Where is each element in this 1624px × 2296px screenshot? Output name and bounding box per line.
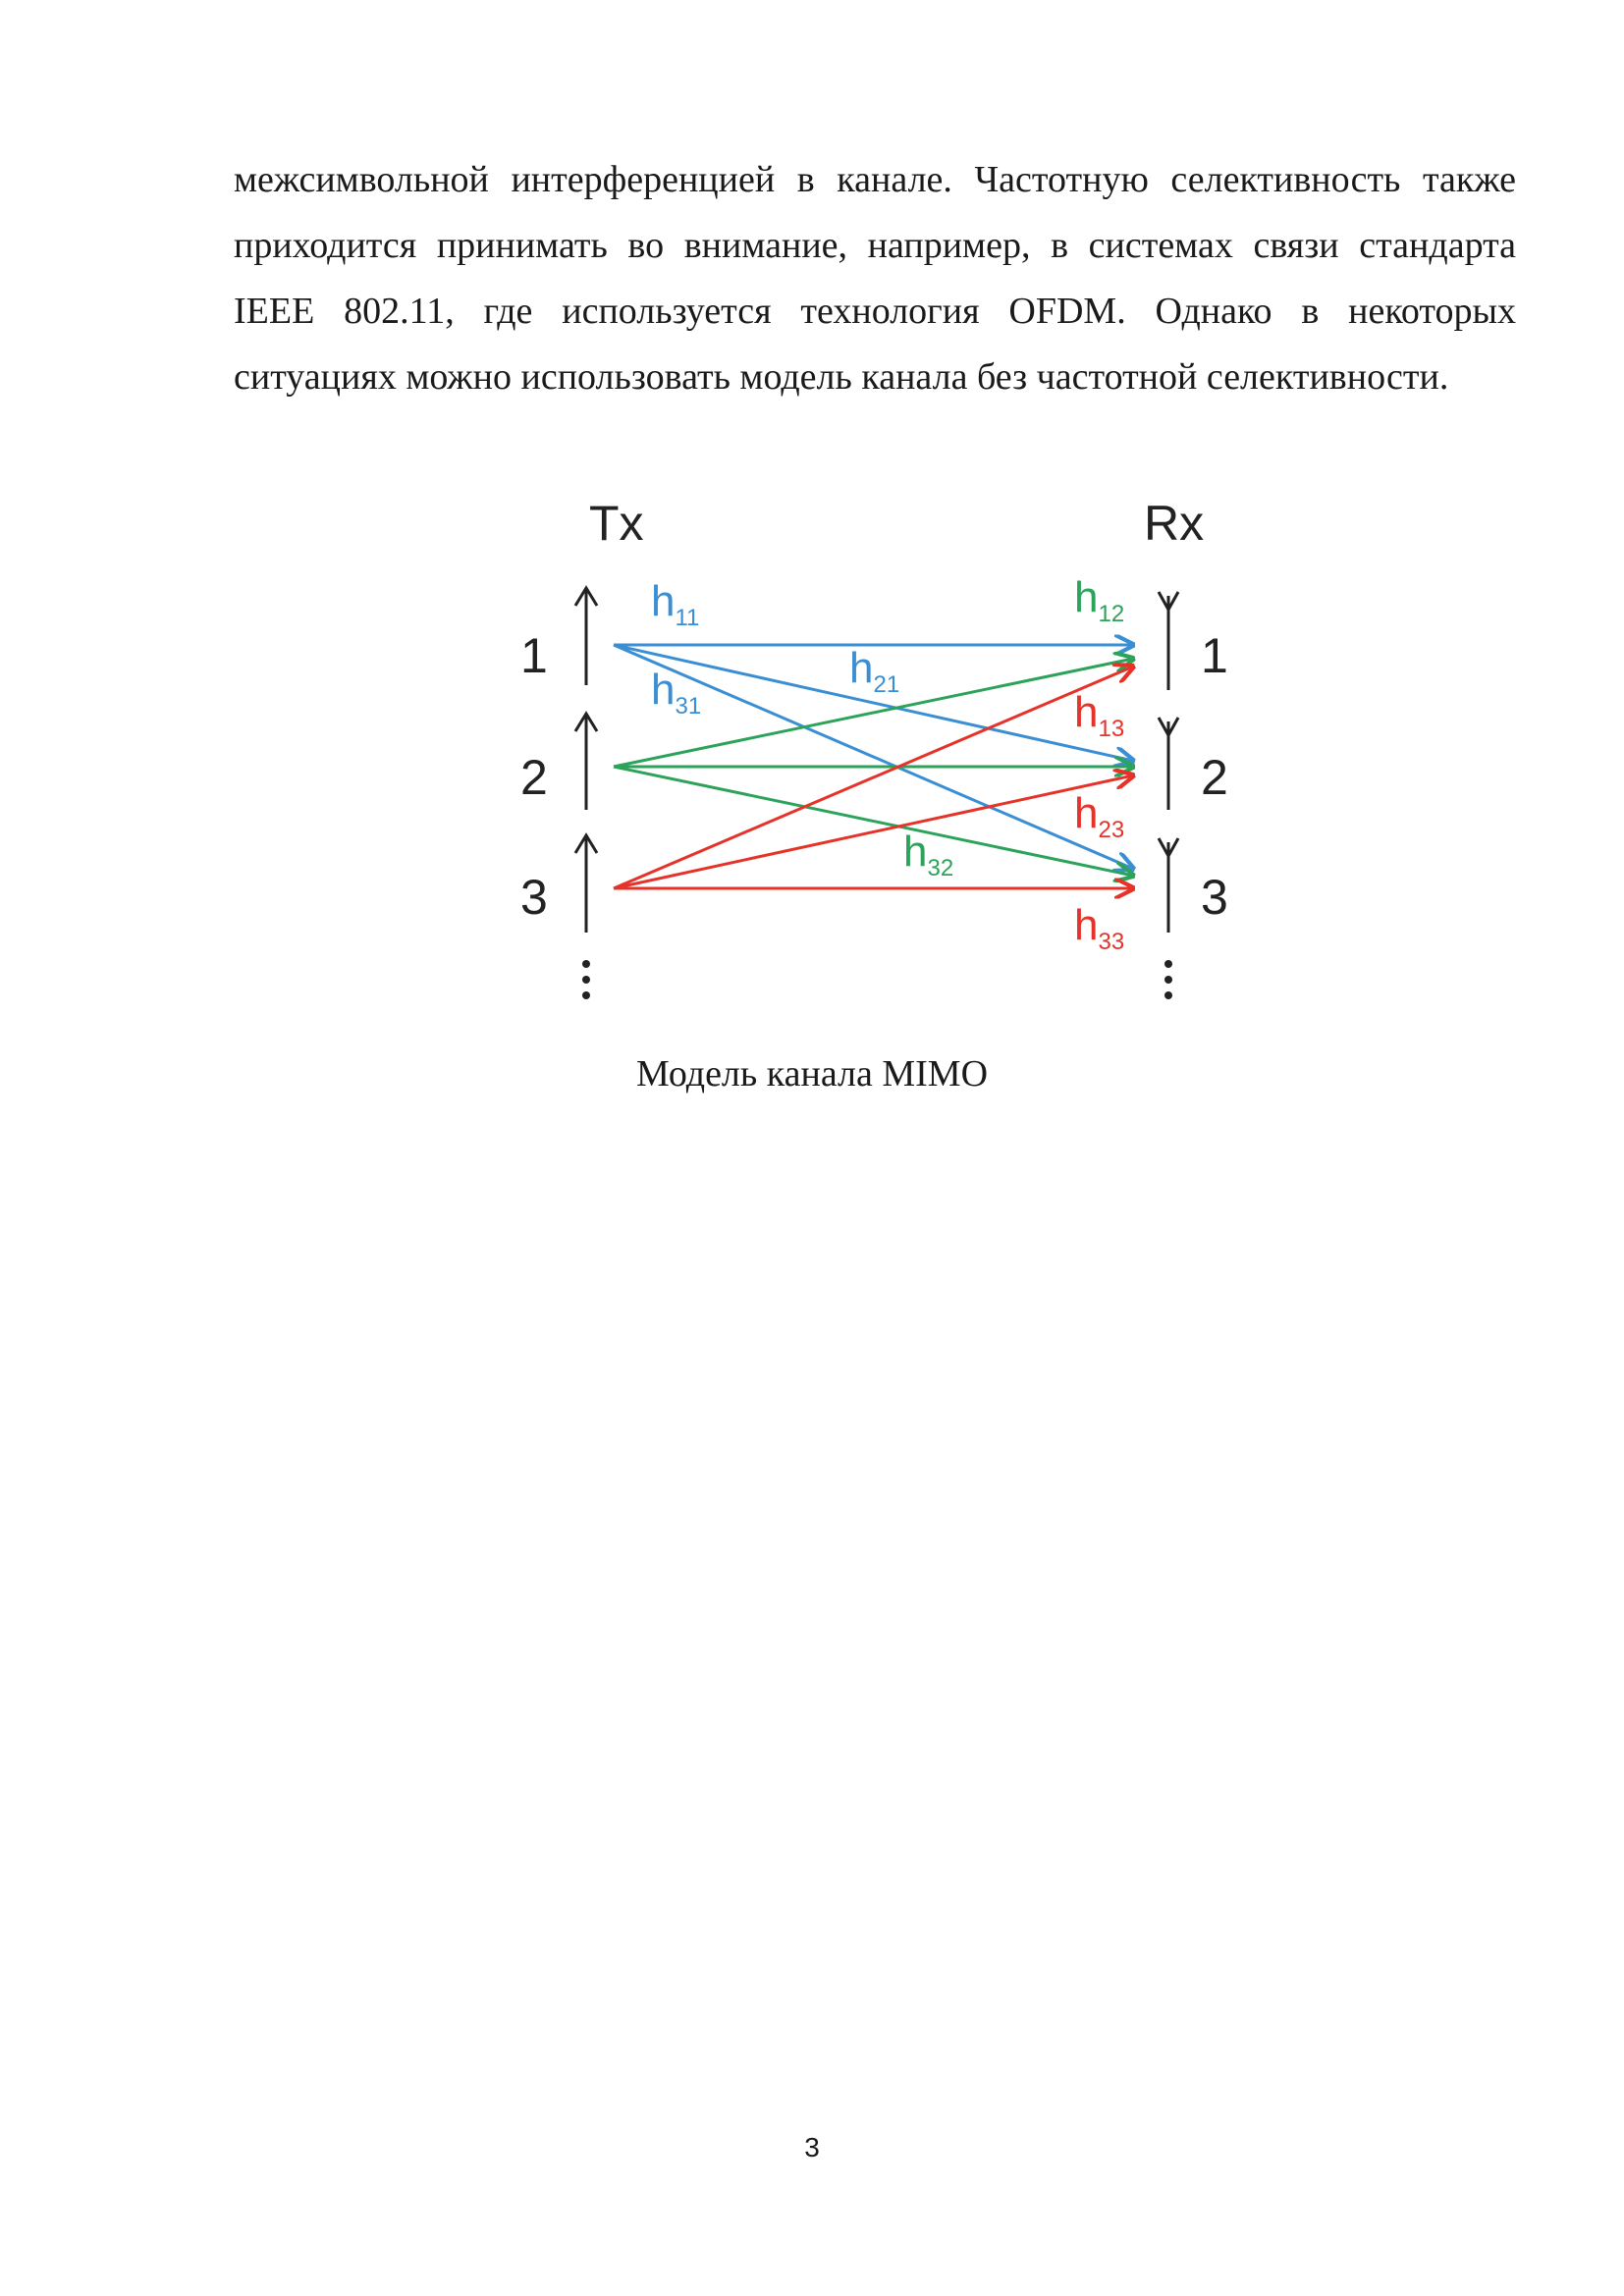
tx-continuation-dots-icon bbox=[582, 960, 590, 999]
gain-label-h23: $h_{23}$ bbox=[1074, 789, 1125, 843]
path-tx3-rx2 bbox=[614, 775, 1133, 888]
gain-label-h32: $h_{32}$ bbox=[903, 828, 954, 881]
mimo-channel-diagram bbox=[491, 486, 1276, 1036]
rx-antenna-2-number: 2 bbox=[1201, 750, 1228, 805]
page-number: 3 bbox=[804, 2132, 820, 2163]
rx-antenna-3-number: 3 bbox=[1201, 870, 1228, 925]
tx-antenna-2-number: 2 bbox=[520, 750, 548, 805]
rx-label: Rx bbox=[1144, 496, 1205, 551]
gain-label-h11: $h_{11}$ bbox=[651, 577, 700, 631]
rx-antenna-1-icon bbox=[1159, 592, 1178, 690]
tx-label: Tx bbox=[589, 496, 644, 551]
figure-caption: Модель канала MIMO bbox=[635, 1053, 989, 1095]
rx-antenna-2-icon bbox=[1159, 718, 1178, 810]
tx-antenna-1-number: 1 bbox=[520, 628, 548, 683]
gain-label-h12: $h_{12}$ bbox=[1074, 573, 1125, 627]
gain-label-h13: $h_{13}$ bbox=[1074, 688, 1125, 742]
path-tx2-rx3 bbox=[614, 767, 1133, 876]
gain-label-h33: $h_{33}$ bbox=[1074, 901, 1125, 955]
rx-antenna-1-number: 1 bbox=[1201, 628, 1228, 683]
body-paragraph: межсимвольной интерференцией в канале. Частотную селективность также приходится принимать во внимание, например, в системах связи стандарта IEEE 802.11, где используется технология OFDM. Однако в некоторых ситуациях можно использовать модель канала без частотной селективности. bbox=[234, 159, 1516, 398]
tx-antenna-1-icon bbox=[575, 588, 597, 685]
gain-label-h21: $h_{21}$ bbox=[849, 644, 900, 698]
mimo-diagram-svg bbox=[491, 486, 1276, 1036]
tx-antenna-2-icon bbox=[575, 714, 597, 810]
rx-antenna-3-icon bbox=[1159, 838, 1178, 933]
rx-continuation-dots-icon bbox=[1164, 960, 1172, 999]
tx-antenna-3-number: 3 bbox=[520, 870, 548, 925]
tx-antenna-3-icon bbox=[575, 835, 597, 933]
gain-label-h31: $h_{31}$ bbox=[651, 666, 702, 720]
